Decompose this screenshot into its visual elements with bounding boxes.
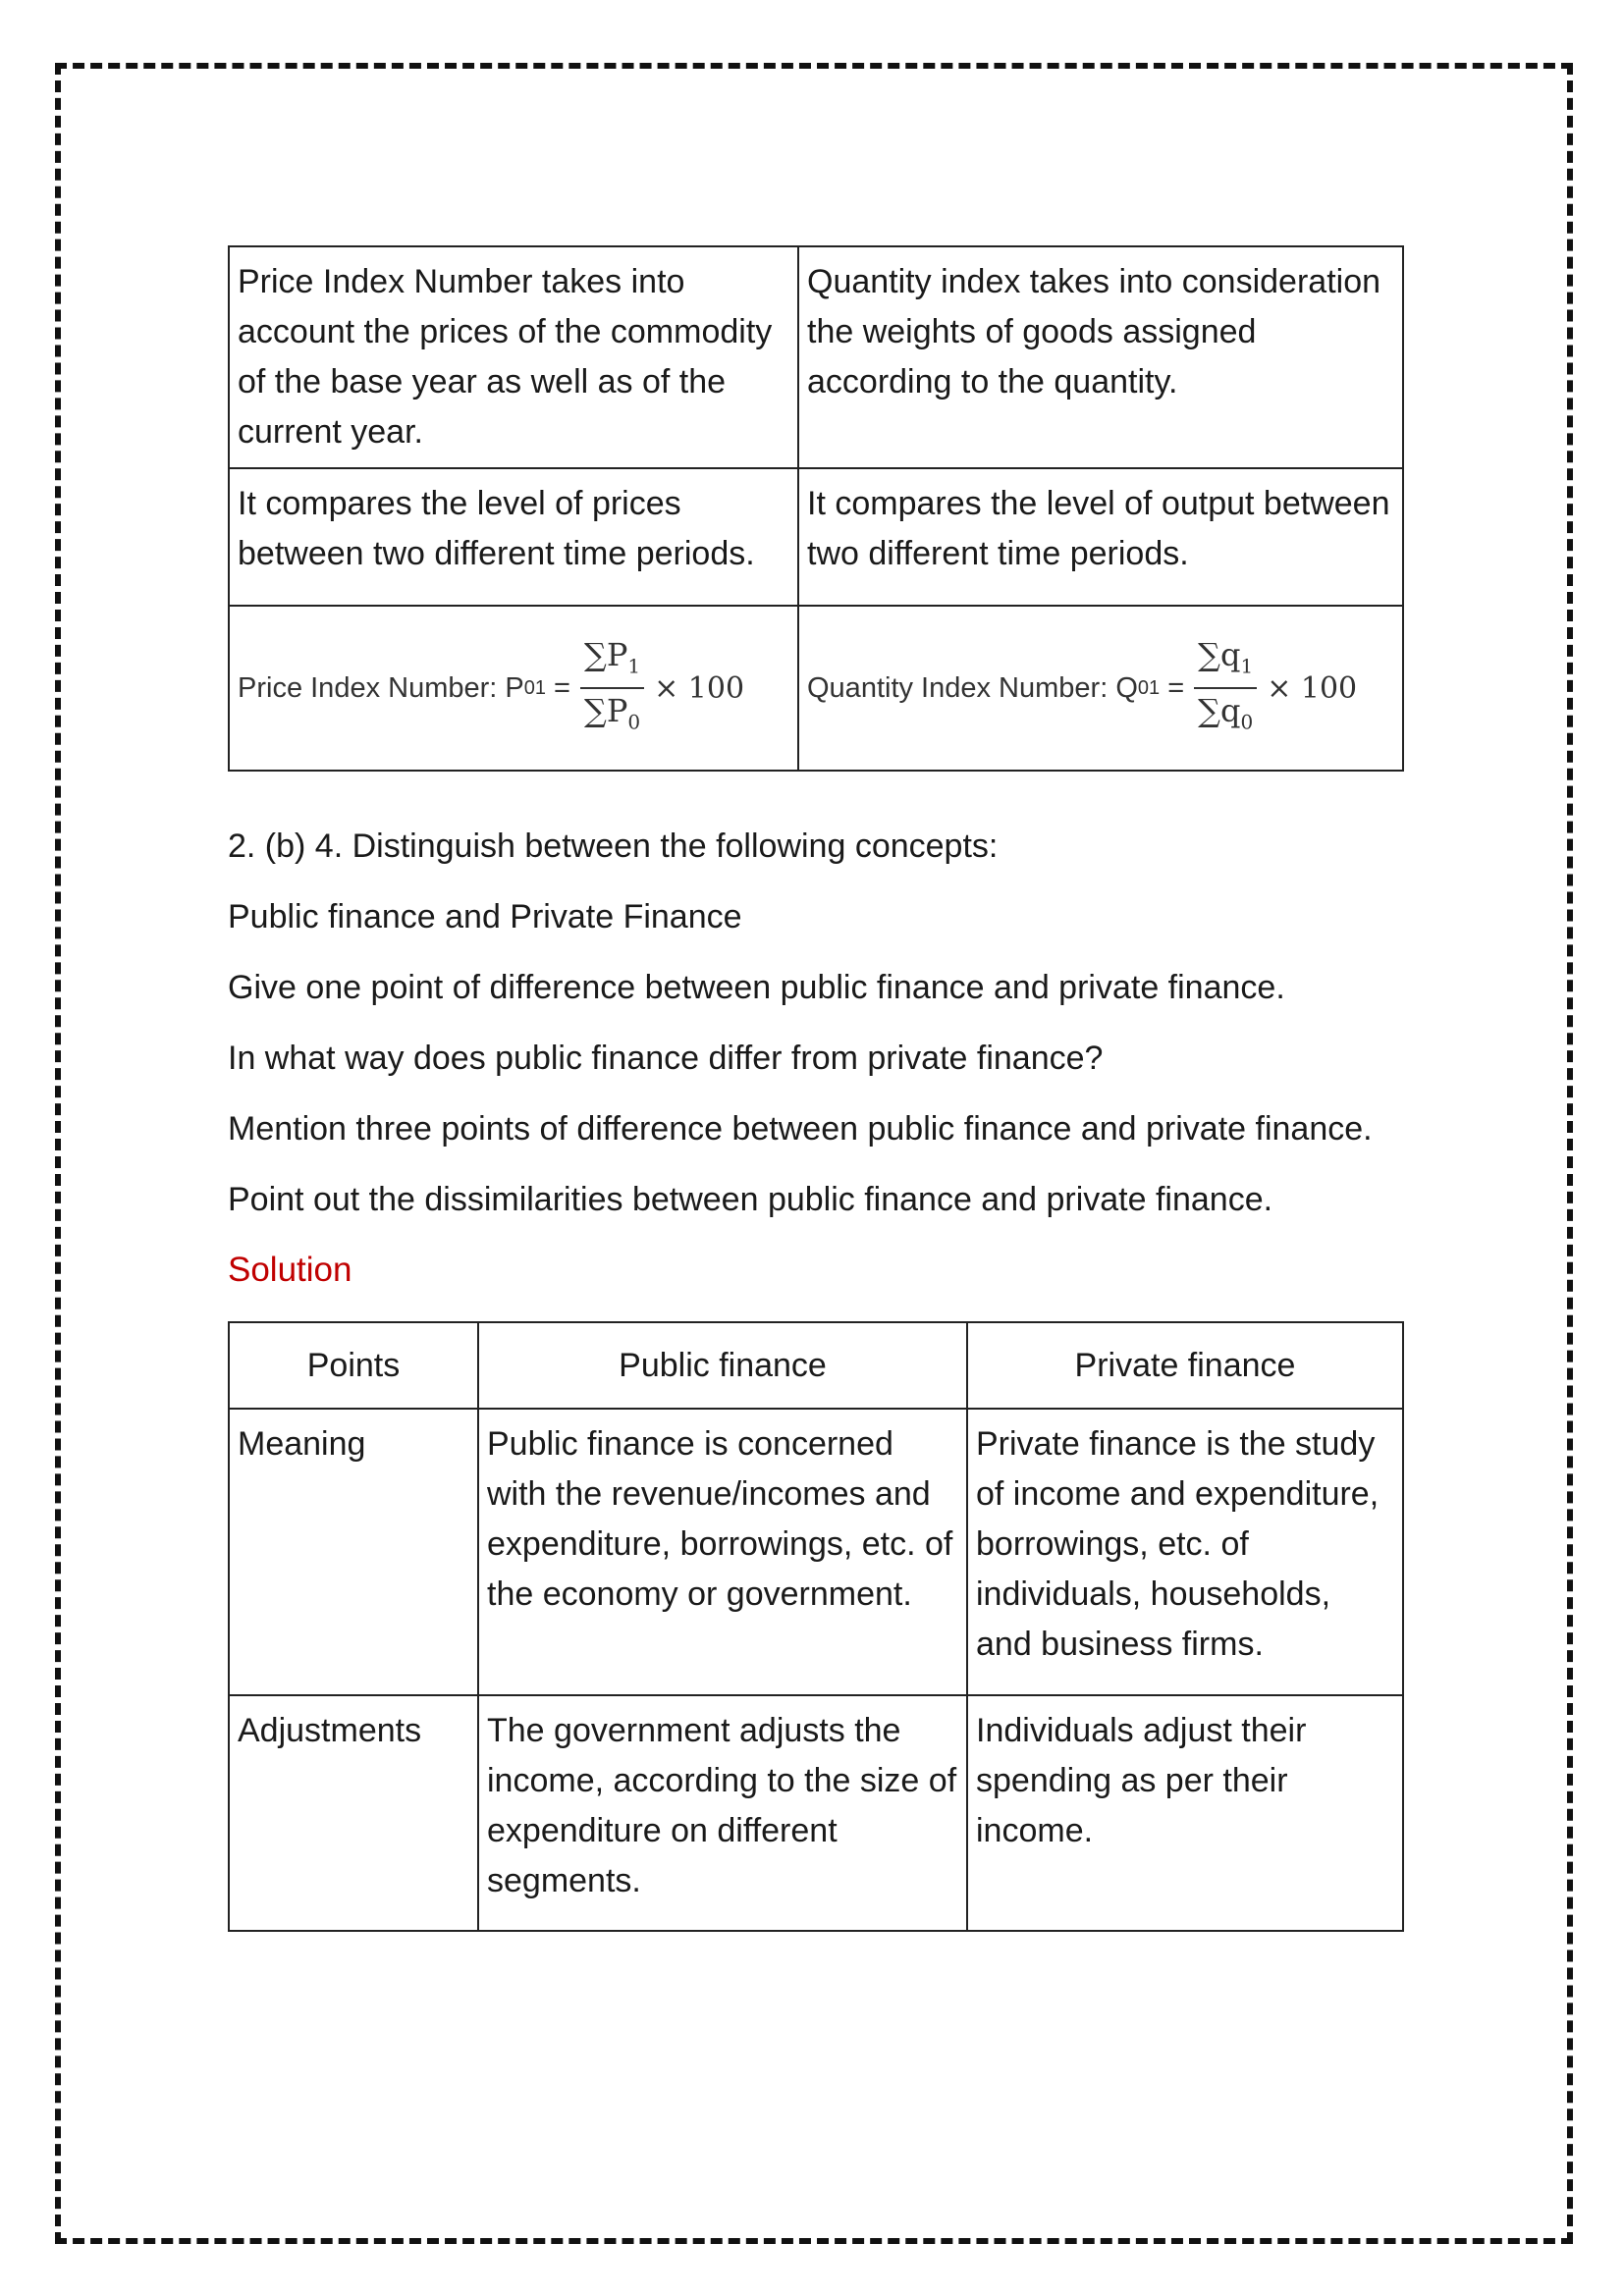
formula-label: Quantity Index Number: Q [807,671,1138,704]
price-index-formula [238,635,744,742]
price-index-formula-cell [229,606,798,771]
header-points: Points [229,1322,478,1409]
table-row [229,1409,1403,1695]
formula-label: Price Index Number: P [238,671,524,704]
quantity-index-formula [807,635,1357,742]
quantity-index-cell: Quantity index takes into consideration the weights of goods assigned according to the quantity. [798,246,1403,468]
solution-label: Solution [228,1251,352,1289]
multiplier: × 100 [1267,670,1358,706]
question-line: In what way does public finance differ from private finance? [228,1040,1104,1077]
question-line: Public finance and Private Finance [228,898,742,935]
fraction [580,635,644,742]
private-finance-cell: Private finance is the study of income and expenditure, borrowings, etc. of individuals, households, and business firms. [967,1409,1403,1695]
public-finance-cell: The government adjusts the income, according to the size of expenditure on different segments. [478,1695,967,1931]
page-content [228,245,1402,1932]
denominator: $\sum q_0$ [1198,692,1254,734]
numerator: $\sum q_1$ [1194,635,1257,689]
multiplier: × 100 [654,670,745,706]
question-line: Give one point of difference between public finance and private finance. [228,969,1285,1006]
question-heading [228,827,1402,866]
quantity-index-formula-cell [798,606,1403,771]
question-number: 2. (b) 4. [228,828,344,865]
public-finance-cell: Public finance is concerned with the revenue/incomes and expenditure, borrowings, etc. of the economy or government. [478,1409,967,1695]
question-line: Point out the dissimilarities between public finance and private finance. [228,1181,1273,1218]
price-index-cell: Price Index Number takes into account the prices of the commodity of the base year as well as of the current year. [229,246,798,468]
table-header-row [229,1322,1403,1409]
table-row [229,606,1403,771]
question-title: Distinguish between the following concepts: [352,828,999,865]
header-public-finance: Public finance [478,1322,967,1409]
formula-label-subscript: 01 [523,676,546,699]
point-cell: Adjustments [229,1695,478,1931]
equals-sign: = [1167,671,1185,704]
point-cell: Meaning [229,1409,478,1695]
solution-table [228,1321,1404,1932]
question-block [228,827,1402,1290]
price-index-cell: It compares the level of prices between two different time periods. [229,468,798,606]
table-row [229,1695,1403,1931]
equals-sign: = [554,671,570,704]
question-line: Mention three points of difference between public finance and private finance. [228,1110,1373,1148]
quantity-index-cell: It compares the level of output between two different time periods. [798,468,1403,606]
denominator: $\sum P_0$ [583,692,641,734]
private-finance-cell: Individuals adjust their spending as per their income. [967,1695,1403,1931]
index-comparison-table [228,245,1404,772]
table-row [229,246,1403,468]
formula-label-subscript: 01 [1137,676,1161,699]
numerator: $\sum P_1$ [580,635,644,689]
fraction [1194,635,1257,742]
header-private-finance: Private finance [967,1322,1403,1409]
table-row [229,468,1403,606]
